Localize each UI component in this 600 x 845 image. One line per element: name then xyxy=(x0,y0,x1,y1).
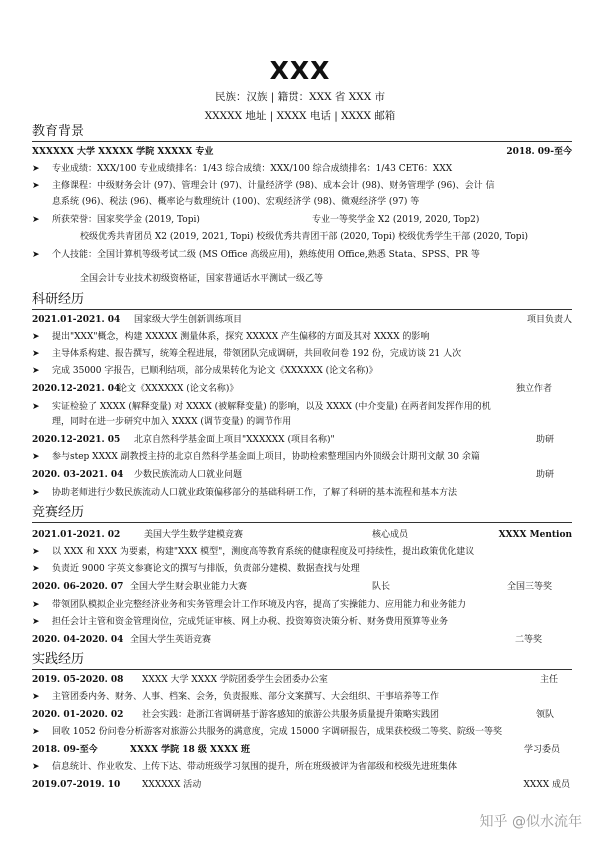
practice-date: 2018. 09-至今 xyxy=(32,745,98,755)
section-title-practice: 实践经历 xyxy=(32,652,572,670)
research-date: 2021.01-2021. 04 xyxy=(32,315,121,325)
competition-award: 全国三等奖 xyxy=(506,582,552,592)
bullet-icon: ➤ xyxy=(32,547,40,557)
research-bullet: 主导体系构建、报告撰写，统筹全程进展，带领团队完成调研，共回收问卷 192 份，完成访谈 21 人次 xyxy=(52,349,462,359)
education-skills-cont: 全国会计专业技术初级资格证，国家普通话水平测试一级乙等 xyxy=(80,274,324,284)
competition-bullet: 带领团队模拟企业完整经济业务和实务管理会计工作环境及内容，提高了实操能力、应用能力和业务能力 xyxy=(52,600,467,610)
competition-name: 美国大学生数学建模竞赛 xyxy=(144,530,244,540)
research-name: 论文《XXXXXX (论文名称)》 xyxy=(118,384,239,394)
competition-date: 2020. 04-2020. 04 xyxy=(32,635,124,645)
education-scores: 专业成绩：XXX/100 专业成绩排名：1/43 综合成绩：XXX/100 综合成绩排名：1/43 CET6：XXX xyxy=(52,164,453,174)
bullet-icon: ➤ xyxy=(32,564,40,574)
research-name: 国家级大学生创新训练项目 xyxy=(134,315,243,325)
research-bullet: 协助老师进行少数民族流动人口就业政策偏移部分的基础科研工作，了解了科研的基本流程和基本方法 xyxy=(52,488,458,498)
research-name: 少数民族流动人口就业问题 xyxy=(134,470,243,480)
competition-role: 核心成员 xyxy=(372,530,409,540)
practice-date: 2020. 01-2020. 02 xyxy=(32,710,124,720)
bullet-icon: ➤ xyxy=(32,332,40,342)
research-name: 北京自然科学基金面上项目"XXXXXX (项目名称)" xyxy=(134,435,335,445)
education-courses-cont: 息系统 (96)、税法 (96)、概率论与数理统计 (100)、宏观经济学 (98)、微观经济学 (97) 等 xyxy=(52,197,420,207)
practice-name: XXXXXX 活动 xyxy=(142,780,202,790)
education-date: 2018. 09-至今 xyxy=(506,147,572,157)
competition-award: 二等奖 xyxy=(514,635,542,645)
bullet-icon: ➤ xyxy=(32,402,40,412)
research-bullet-cont: 理，同时在进一步研究中加入 XXXX (调节变量) 的调节作用 xyxy=(52,417,292,427)
bullet-icon: ➤ xyxy=(32,452,40,462)
competition-name: 全国大学生英语竞赛 xyxy=(130,635,212,645)
bullet-icon: ➤ xyxy=(32,600,40,610)
bullet-icon: ➤ xyxy=(32,366,40,376)
research-role: 助研 xyxy=(535,435,554,445)
competition-date: 2020. 06-2020. 07 xyxy=(32,582,124,592)
bullet-icon: ➤ xyxy=(32,488,40,498)
education-courses: 主修课程：中级财务会计 (97)、管理会计 (97)、计量经济学 (98)、成本会计 (98)、财务管理学 (96)、会计 信 xyxy=(52,181,495,191)
bullet-icon: ➤ xyxy=(32,250,40,260)
research-bullet: 参与step XXXX 副教授主持的北京自然科学基金面上项目，协助检索整理国内外顶级会计期刊文献 30 余篇 xyxy=(52,452,480,462)
practice-date: 2019.07-2019. 10 xyxy=(32,780,121,790)
contact-info-line: XXXXX 地址 | XXXX 电话 | XXXX 邮箱 xyxy=(204,110,396,122)
personal-info-line: 民族：汉族 | 籍贯：XXX 省 XXX 市 xyxy=(214,91,386,103)
section-title-education: 教育背景 xyxy=(32,124,572,142)
practice-name: XXXX 大学 XXXX 学院团委学生会团委办公室 xyxy=(142,675,328,685)
bullet-icon: ➤ xyxy=(32,762,40,772)
watermark: 知乎 @似水流年 xyxy=(479,814,582,830)
research-role: 项目负责人 xyxy=(526,315,572,325)
education-honors: 所获荣誉：国家奖学金 (2019, Topi) xyxy=(52,215,200,225)
practice-bullet: 信息统计、作业收发、上传下达、带动班级学习氛围的提升，所在班级被评为省部级和校级先进班集体 xyxy=(52,762,458,772)
education-skills: 个人技能：全国计算机等级考试二级 (MS Office 高级应用)，熟练使用 Office,熟悉 Stata、SPSS、PR 等 xyxy=(52,250,480,260)
education-honors-2: 专业一等奖学金 X2 (2019, 2020, Top2) xyxy=(312,215,480,225)
education-honors-3: 校级优秀共青团员 X2 (2019, 2021, Topi) 校级优秀共青团干部 (2020, Topi) 校级优秀学生干部 (2020, Topi) xyxy=(80,232,528,242)
bullet-icon: ➤ xyxy=(32,215,40,225)
section-title-competition: 竞赛经历 xyxy=(32,505,572,523)
research-bullet: 实证检验了 XXXX (解释变量) 对 XXXX (被解释变量) 的影响，以及 XXXX (中介变量) 在两者间发挥作用的机 xyxy=(52,402,491,412)
bullet-icon: ➤ xyxy=(32,349,40,359)
practice-name: XXXX 学院 18 级 XXXX 班 xyxy=(130,745,251,755)
competition-role: 队长 xyxy=(372,582,391,592)
competition-bullet: 负责近 9000 字英文参赛论文的撰写与排版，负责部分建模、数据查找与处理 xyxy=(52,564,360,574)
research-date: 2020.12-2021. 04 xyxy=(32,384,121,394)
practice-role: 主任 xyxy=(539,675,558,685)
research-bullet: 提出"XXX"概念，构建 XXXXX 测量体系，探究 XXXXX 产生偏移的方面及其对 XXXX 的影响 xyxy=(52,332,430,342)
practice-role: 学习委员 xyxy=(523,745,560,755)
bullet-icon: ➤ xyxy=(32,727,40,737)
section-title-research: 科研经历 xyxy=(32,292,572,310)
research-role: 助研 xyxy=(535,470,554,480)
practice-date: 2019. 05-2020. 08 xyxy=(32,675,124,685)
practice-name: 社会实践：赴浙江省调研基于游客感知的旅游公共服务质量提升策略实践团 xyxy=(142,710,440,720)
candidate-name: XXX xyxy=(269,56,331,85)
education-school: XXXXXX 大学 XXXXX 学院 XXXXX 专业 xyxy=(32,147,214,157)
competition-name: 全国大学生财会职业能力大赛 xyxy=(130,582,248,592)
research-date: 2020.12-2021. 05 xyxy=(32,435,121,445)
competition-bullet: 以 XXX 和 XXX 为要素，构建"XXX 模型"，测度高等教育系统的健康程度及可持续性，提出政策优化建议 xyxy=(52,547,475,557)
practice-role: 领队 xyxy=(535,710,554,720)
practice-bullet: 回收 1052 份问卷分析游客对旅游公共服务的满意度，完成 15000 字调研报告，成果获校级二等奖、院级一等奖 xyxy=(52,727,502,737)
competition-date: 2021.01-2021. 02 xyxy=(32,530,121,540)
competition-award: XXXX Mention xyxy=(498,530,572,540)
bullet-icon: ➤ xyxy=(32,692,40,702)
bullet-icon: ➤ xyxy=(32,164,40,174)
bullet-icon: ➤ xyxy=(32,181,40,191)
practice-role: XXXX 成员 xyxy=(523,780,570,790)
practice-bullet: 主管团委内务、财务、人事、档案、会务，负责报账、部分文案撰写、大会组织、干事培养等工作 xyxy=(52,692,440,702)
research-date: 2020. 03-2021. 04 xyxy=(32,470,124,480)
research-role: 独立作者 xyxy=(515,384,552,394)
bullet-icon: ➤ xyxy=(32,617,40,627)
competition-bullet: 担任会计主管和资金管理岗位，完成凭证审核、网上办税、投资筹资决策分析、财务费用预算等业务 xyxy=(52,617,449,627)
research-bullet: 完成 35000 字报告，已顺利结项，部分成果转化为论文《XXXXXX (论文名称)》 xyxy=(52,366,378,376)
